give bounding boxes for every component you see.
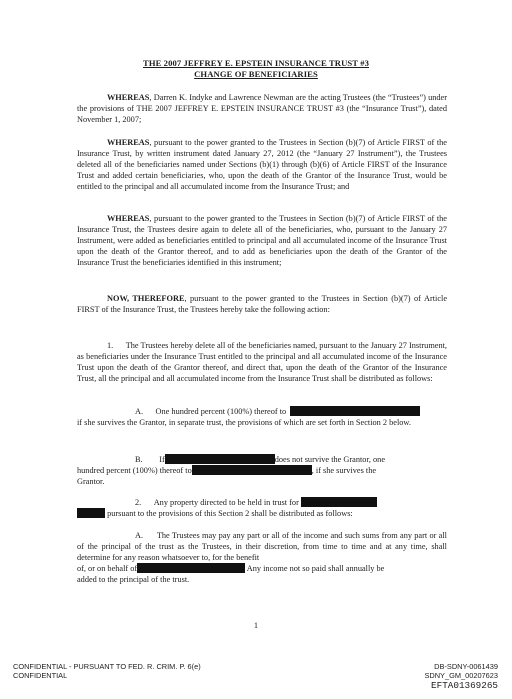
paragraph-lead: WHEREAS <box>107 93 150 102</box>
paragraph-whereas-3 <box>77 213 447 268</box>
paragraph-text: , pursuant to the power granted to the Trustees in Section (b)(7) of Article FIRST of the Insurance Trust, the Trustees hereby take the following action: <box>77 294 447 315</box>
clause-label: A. <box>135 531 144 540</box>
clause-text: One hundred percent (100%) thereof to <box>155 407 287 416</box>
paragraph-now-therefore <box>77 293 447 315</box>
section-1-paragraph <box>77 340 447 384</box>
paragraph-lead: WHEREAS <box>107 214 150 223</box>
redaction-block <box>192 465 312 475</box>
page-number: 1 <box>253 621 259 630</box>
paragraph-text: Any property directed to be held in trust for <box>153 498 299 507</box>
clause-2a <box>77 530 447 585</box>
clause-label: B. <box>135 455 143 464</box>
redaction-block <box>301 497 377 507</box>
section-2-paragraph <box>77 497 447 519</box>
clause-text: , if she survives the <box>311 466 377 476</box>
clause-text: of, or on behalf of <box>77 564 138 574</box>
clause-text: if she survives the Grantor, in separate trust, the provisions of which are set forth in Section 2 below. <box>77 418 411 428</box>
paragraph-text: pursuant to the provisions of this Section 2 shall be distributed as follows: <box>107 509 353 519</box>
confidential-label: CONFIDENTIAL <box>13 671 68 681</box>
paragraph-whereas-1 <box>77 92 447 125</box>
bates-number-sdny: SDNY_GM_00207623 <box>424 671 498 681</box>
clause-text: hundred percent (100%) thereof to <box>77 466 192 476</box>
paragraph-text: , pursuant to the power granted to the Trustees in Section (b)(7) of Article FIRST of the Insurance Trust, the Trustees desire again to delete all of the beneficiaries, who, pursuant to the January 27 Instrument, were added as beneficiaries entitled to principal and all accumulated income of the Insurance Trust upon the death of the Grantor thereof, and to add as beneficiaries upon the death of the Grantor of the Insurance Trust the beneficiaries identified in this instrument; <box>77 214 447 268</box>
footer-right <box>424 662 498 690</box>
redaction-block <box>290 406 420 416</box>
clause-label: A. <box>135 407 144 416</box>
section-number: 2. <box>135 498 142 507</box>
paragraph-text: , Darren K. Indyke and Lawrence Newman are the acting Trustees (the “Trustees”) under the provisions of THE 2007 JEFFREY E. EPSTEIN INSURANCE TRUST #3 (the “Insurance Trust”), dated November 1, 2007; <box>77 93 447 125</box>
clause-text: If <box>159 455 165 464</box>
clause-text: does not survive the Grantor, one <box>274 455 386 464</box>
paragraph-lead: WHEREAS <box>107 138 150 147</box>
document-title: THE 2007 JEFFREY E. EPSTEIN INSURANCE TRUST #3 <box>142 58 369 68</box>
section-number: 1. <box>107 341 114 350</box>
redaction-block <box>77 508 105 518</box>
clause-1b <box>77 454 447 487</box>
paragraph-text: , pursuant to the power granted to the Trustees in Section (b)(7) of Article FIRST of the Insurance Trust, by written instrument dated January 27, 2012 (the “January 27 Instrument”), the Trustees deleted all of the beneficiaries named under Sections (b)(1) through (b)(6) of Article FIRST of the Insurance Trust and added certain beneficiaries, who, upon the death of the Grantor of the Insurance Trust, would be entitled to the principal and all accumulated income from the Insurance Trust; and <box>77 138 447 192</box>
paragraph-lead: NOW, THEREFORE <box>107 294 185 303</box>
document-subtitle: CHANGE OF BENEFICIARIES <box>194 69 318 79</box>
redaction-block <box>165 454 275 464</box>
paragraph-whereas-2 <box>77 137 447 192</box>
clause-text: added to the principal of the trust. <box>77 575 190 585</box>
confidential-notice: CONFIDENTIAL - PURSUANT TO FED. R. CRIM. P. 6(e) <box>13 662 201 671</box>
clause-text: The Trustees may pay any part or all of the income and such sums from any part or all of the principal of the trust as the Trustees, in their discretion, from time to time and at any time, shall determine for any reason whatsoever to, for the benefit <box>77 531 447 563</box>
clause-text: Grantor. <box>77 477 105 487</box>
clause-text: Any income not so paid shall annually be <box>246 564 385 574</box>
clause-1a <box>77 406 447 428</box>
redaction-block <box>137 563 245 573</box>
bates-number-db: DB-SDNY-0061439 <box>434 662 498 671</box>
footer-left <box>13 662 201 681</box>
paragraph-text: The Trustees hereby delete all of the beneficiaries named, pursuant to the January 27 Instrument, as beneficiaries under the Insurance Trust entitled to the principal and all accumulated income of the Insurance Trust upon the death of the Grantor thereof, and direct that, upon the death of the Grantor of the Insurance Trust, all the principal and all accumulated income from the Insurance Trust shall be distributed as follows: <box>77 341 447 384</box>
bates-number-efta: EFTA01369265 <box>431 679 498 691</box>
